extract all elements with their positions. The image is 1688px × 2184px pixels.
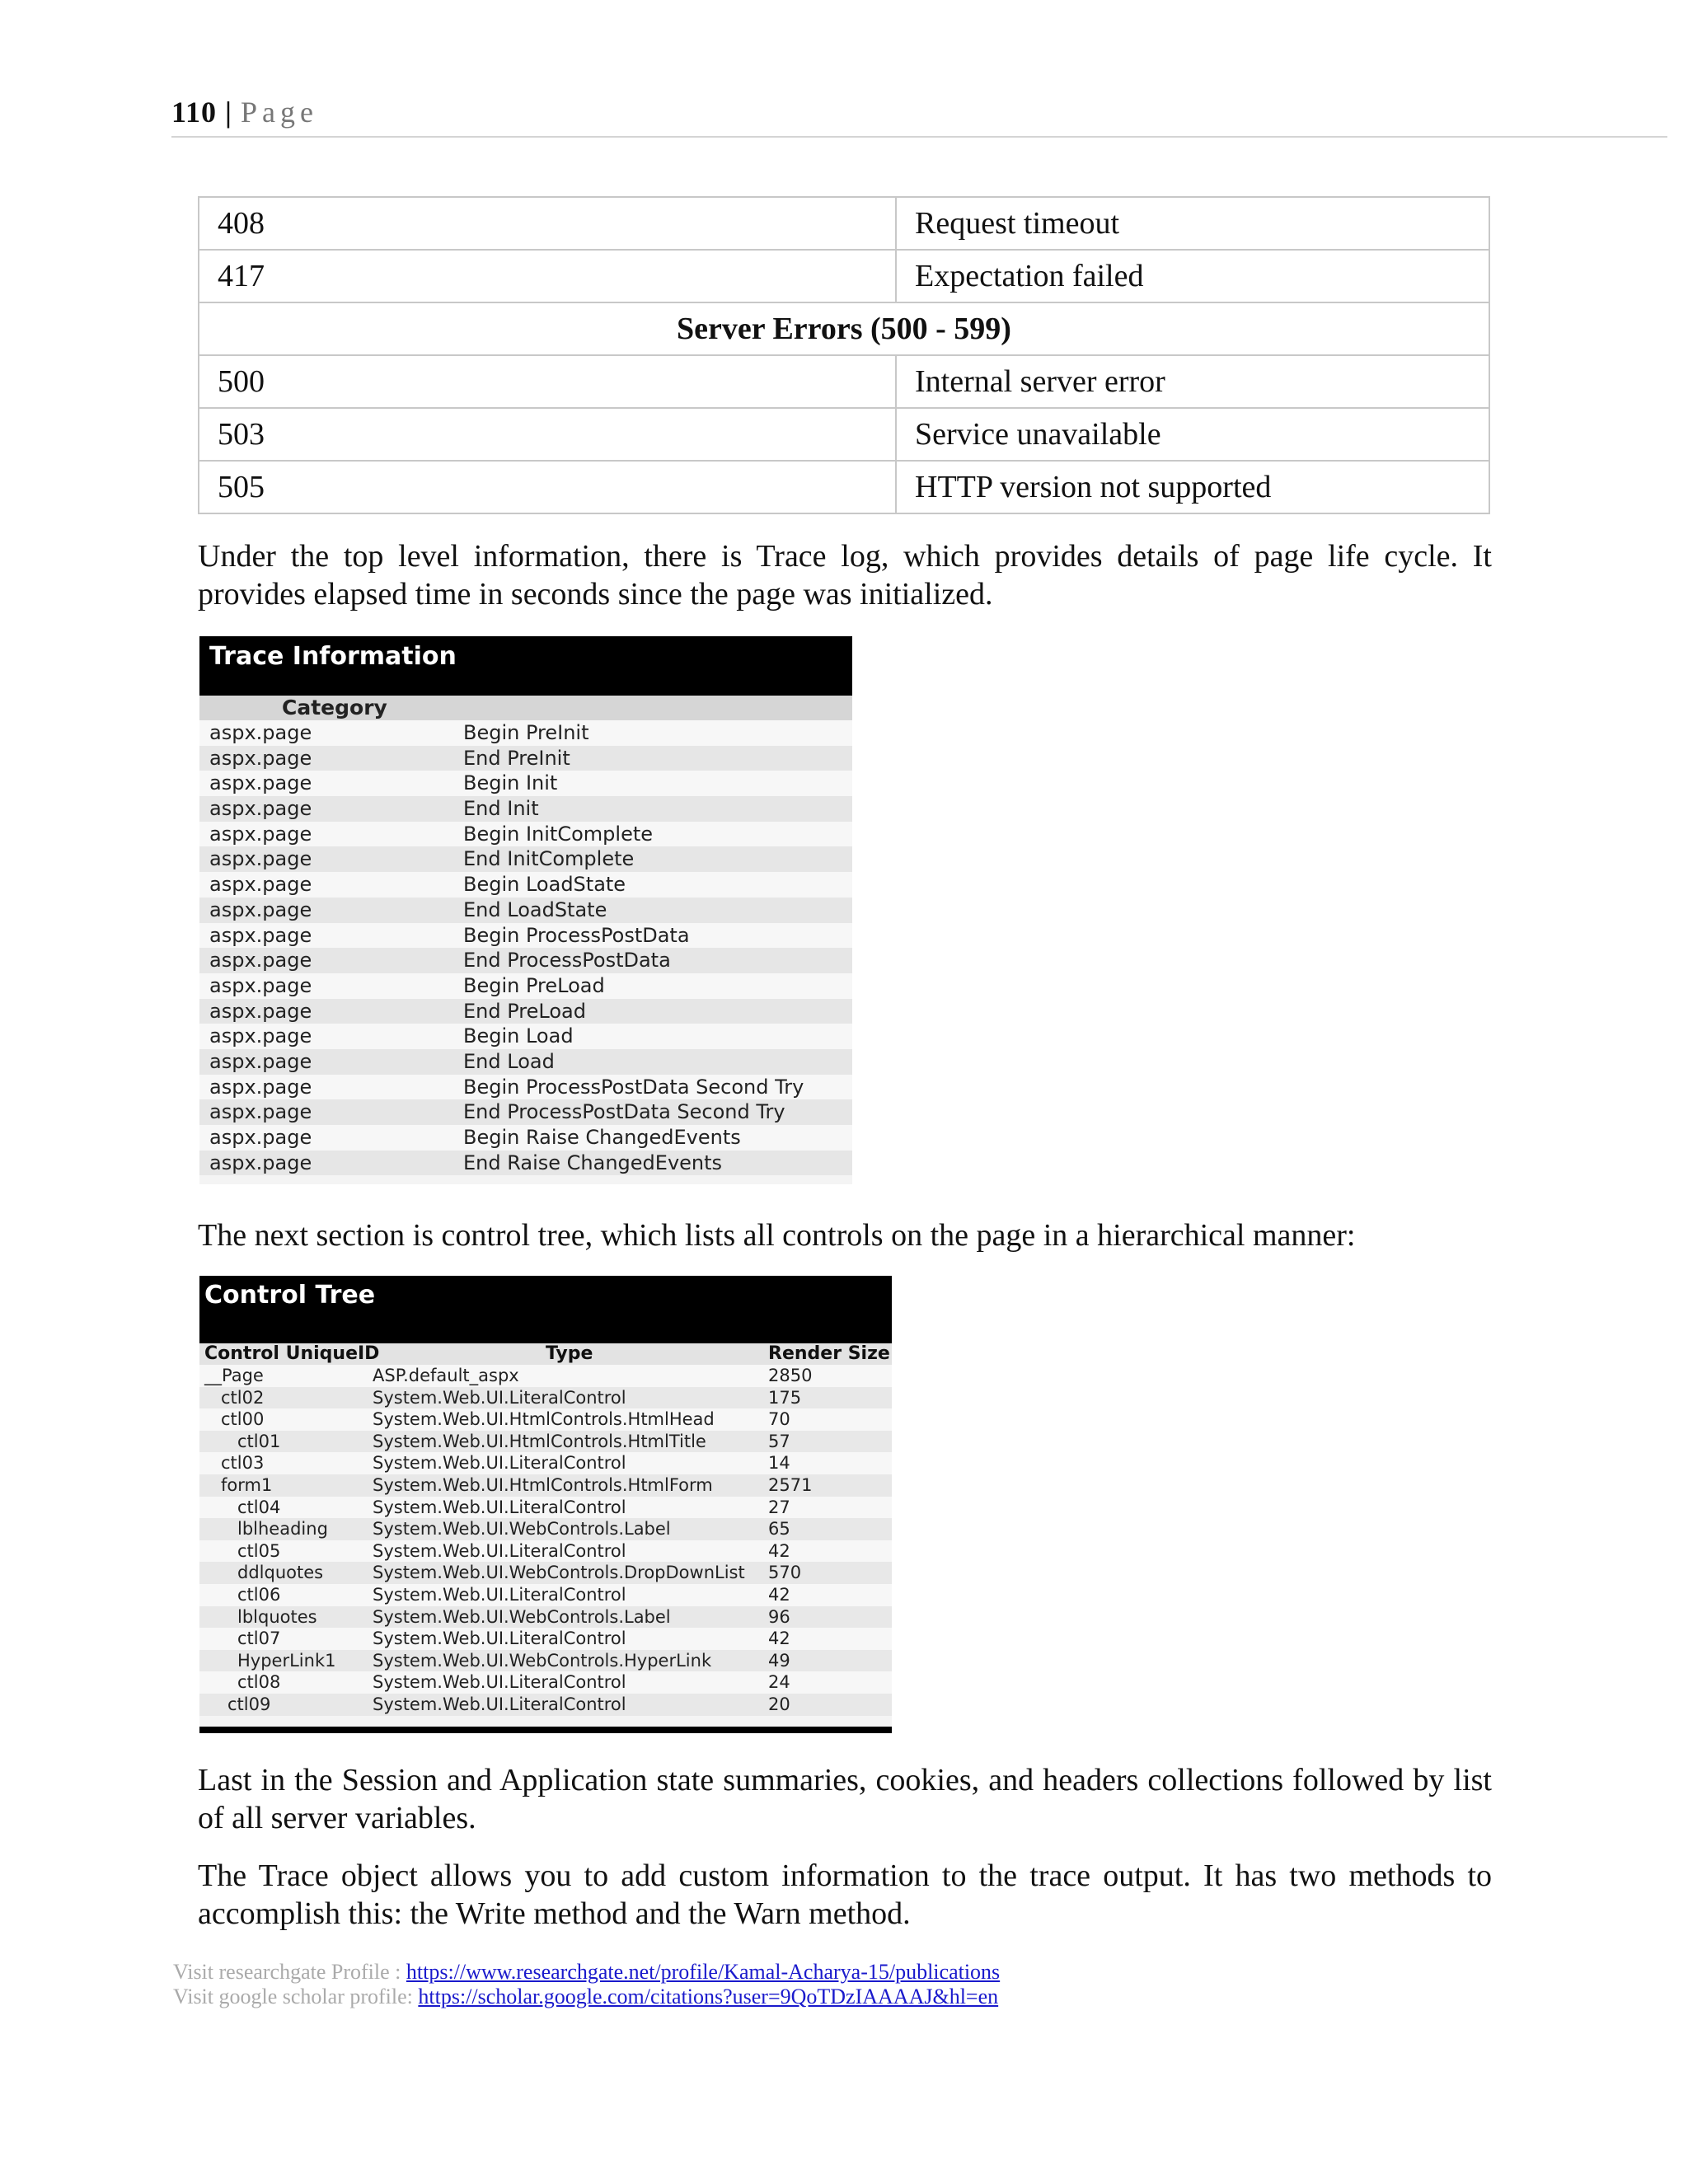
control-render-size: 65 [768,1519,790,1540]
trace-category: aspx.page [209,1100,312,1124]
trace-row [199,948,852,973]
trace-information-screenshot [199,636,852,1184]
status-code: 500 [199,355,896,408]
control-type: System.Web.UI.LiteralControl [373,1584,626,1605]
column-header-type: Type [546,1343,593,1364]
trace-category: aspx.page [209,898,312,921]
trace-row [199,846,852,872]
trace-category: aspx.page [209,923,312,947]
control-id: ctl06 [237,1584,281,1605]
control-tree-row [199,1671,892,1694]
trace-message: Begin PreLoad [463,973,605,997]
control-render-size: 27 [768,1497,790,1517]
trace-message: End Load [463,1049,555,1073]
trace-message: Begin InitComplete [463,822,654,846]
trace-category: aspx.page [209,746,312,770]
trace-message: Begin Raise ChangedEvents [463,1126,741,1149]
trace-message: End PreLoad [463,999,586,1023]
footer-label: Visit google scholar profile: [173,1985,419,2008]
control-type: System.Web.UI.LiteralControl [373,1387,626,1408]
trace-row [199,720,852,746]
table-row [199,408,1489,461]
trace-message: End LoadState [463,898,607,921]
trace-message: End ProcessPostData [463,949,671,972]
control-tree-row [199,1694,892,1716]
control-type: System.Web.UI.LiteralControl [373,1694,626,1714]
trace-category: aspx.page [209,999,312,1023]
control-tree-row [199,1452,892,1474]
table-row [199,355,1489,408]
trace-row [199,1075,852,1100]
control-render-size: 42 [768,1540,790,1561]
status-code: 505 [199,461,896,513]
status-description: Service unavailable [896,408,1489,461]
control-render-size: 49 [768,1650,790,1671]
status-code: 408 [199,197,896,250]
trace-category: aspx.page [209,1075,312,1099]
footer-label: Visit researchgate Profile : [173,1960,406,1984]
trace-message: End Raise ChangedEvents [463,1151,723,1174]
control-id: ctl07 [237,1629,281,1649]
control-id: ctl05 [237,1540,281,1561]
control-id: lblheading [237,1519,328,1540]
control-type: System.Web.UI.LiteralControl [373,1453,626,1474]
status-code-table [198,196,1490,514]
trace-row [199,1099,852,1125]
control-render-size: 2571 [768,1474,813,1495]
page-number: 110 [171,96,218,129]
trace-rows [199,720,852,1175]
control-tree-row [199,1650,892,1672]
status-code: 503 [199,408,896,461]
trace-row [199,1049,852,1075]
control-type: ASP.default_aspx [373,1366,519,1385]
section-title: Server Errors (500 - 599) [199,302,1489,355]
page-separator: | [225,96,232,129]
control-type: System.Web.UI.LiteralControl [373,1540,626,1561]
trace-category: aspx.page [209,797,312,821]
trace-category: aspx.page [209,873,312,897]
trace-column-header: Category [199,696,852,720]
table-row [199,197,1489,250]
control-render-size: 175 [768,1387,802,1408]
control-render-size: 24 [768,1672,790,1693]
control-tree-intro-paragraph: The next section is control tree, which lists all controls on the page in a hierarchical manner: [198,1218,1356,1253]
trace-category: aspx.page [209,771,312,795]
control-tree-row [199,1497,892,1519]
control-id: ctl01 [237,1431,281,1451]
status-description: Internal server error [896,355,1489,408]
trace-category: aspx.page [209,822,312,846]
trace-row [199,1151,852,1176]
trace-message: End PreInit [463,746,570,770]
control-id: ctl03 [221,1453,265,1474]
trace-category: aspx.page [209,973,312,997]
trace-row [199,923,852,949]
footer-scholar [173,1985,998,2009]
trace-message: Begin Init [463,771,558,795]
scholar-link[interactable]: https://scholar.google.com/citations?user=9QoTDzIAAAAJ&hl=en [418,1985,999,2008]
control-type: System.Web.UI.LiteralControl [373,1672,626,1693]
control-tree-row [199,1540,892,1563]
control-tree-row [199,1628,892,1650]
control-id: lblquotes [237,1606,317,1627]
trace-message: Begin PreInit [463,721,589,744]
control-type: System.Web.UI.HtmlControls.HtmlTitle [373,1431,706,1451]
control-render-size: 70 [768,1409,790,1430]
trace-category: aspx.page [209,949,312,972]
trace-category: aspx.page [209,847,312,871]
control-render-size: 96 [768,1606,790,1627]
control-tree-title: Control Tree [199,1276,892,1343]
control-tree-screenshot [199,1276,892,1733]
control-render-size: 570 [768,1563,802,1583]
control-tree-row [199,1408,892,1431]
trace-row [199,999,852,1024]
control-id: ctl04 [237,1497,281,1517]
control-tree-row [199,1584,892,1606]
trace-object-paragraph: The Trace object allows you to add custom information to the trace output. It has two methods to accomplish this: the Write method and the Warn method. [198,1858,1492,1931]
trace-message: Begin Load [463,1024,574,1048]
control-type: System.Web.UI.HtmlControls.HtmlHead [373,1409,715,1430]
trace-row [199,872,852,898]
status-description: Request timeout [896,197,1489,250]
trace-row [199,973,852,999]
status-description: HTTP version not supported [896,461,1489,513]
table-row [199,461,1489,513]
trace-row [199,746,852,771]
last-section-paragraph: Last in the Session and Application state summaries, cookies, and headers collections followed by list of all server variables. [198,1763,1492,1835]
control-type: System.Web.UI.WebControls.DropDownList [373,1563,745,1583]
trace-row [199,1024,852,1049]
trace-message: End Init [463,797,539,821]
trace-row [199,796,852,822]
control-tree-rows [199,1365,892,1716]
control-id: ctl08 [237,1672,281,1693]
trace-row [199,771,852,796]
control-render-size: 2850 [768,1366,813,1385]
control-tree-header [199,1343,892,1365]
control-tree-row [199,1431,892,1453]
trace-message: Begin LoadState [463,873,626,897]
trace-row [199,822,852,847]
trace-category: aspx.page [209,1151,312,1174]
trace-category: aspx.page [209,1126,312,1149]
footer-researchgate [173,1960,1000,1985]
control-id: form1 [221,1474,273,1495]
trace-message: Begin ProcessPostData [463,923,690,947]
control-tree-row [199,1365,892,1387]
trace-category: aspx.page [209,721,312,744]
control-id: ctl00 [221,1409,265,1430]
control-type: System.Web.UI.WebControls.HyperLink [373,1650,712,1671]
column-header-size: Render Size [768,1343,890,1364]
trace-message: Begin ProcessPostData Second Try [463,1075,804,1099]
control-tree-row [199,1606,892,1629]
control-type: System.Web.UI.LiteralControl [373,1497,626,1517]
status-code: 417 [199,250,896,302]
control-tree-row [199,1387,892,1409]
column-header-id: Control UniqueID [204,1343,380,1364]
trace-category: aspx.page [209,1024,312,1048]
researchgate-link[interactable]: https://www.researchgate.net/profile/Kamal-Acharya-15/publications [406,1960,1001,1984]
status-description: Expectation failed [896,250,1489,302]
trace-row [199,898,852,923]
control-id: HyperLink1 [237,1650,336,1671]
control-render-size: 42 [768,1584,790,1605]
table-row [199,250,1489,302]
control-render-size: 14 [768,1453,790,1474]
control-render-size: 42 [768,1629,790,1649]
control-type: System.Web.UI.LiteralControl [373,1629,626,1649]
control-render-size: 57 [768,1431,790,1451]
page-header [171,95,318,129]
control-tree-row [199,1562,892,1584]
control-render-size: 20 [768,1694,790,1714]
control-type: System.Web.UI.WebControls.Label [373,1606,671,1627]
trace-category: aspx.page [209,1049,312,1073]
trace-message: End ProcessPostData Second Try [463,1100,785,1124]
trace-title: Trace Information [199,636,852,696]
control-id: ctl09 [227,1694,271,1714]
trace-row [199,1125,852,1151]
header-divider [171,136,1667,138]
trace-intro-paragraph: Under the top level information, there is Trace log, which provides details of page life cycle. It provides elapsed time in seconds since the page was initialized. [198,539,1492,612]
control-type: System.Web.UI.HtmlControls.HtmlForm [373,1474,713,1495]
table-section-row [199,302,1489,355]
trace-message: End InitComplete [463,847,635,871]
control-id: ctl02 [221,1387,265,1408]
page-label: Page [240,96,318,129]
control-tree-row [199,1518,892,1540]
control-id: ddlquotes [237,1563,324,1583]
control-type: System.Web.UI.WebControls.Label [373,1519,671,1540]
control-id: __Page [204,1366,264,1385]
control-tree-row [199,1474,892,1497]
